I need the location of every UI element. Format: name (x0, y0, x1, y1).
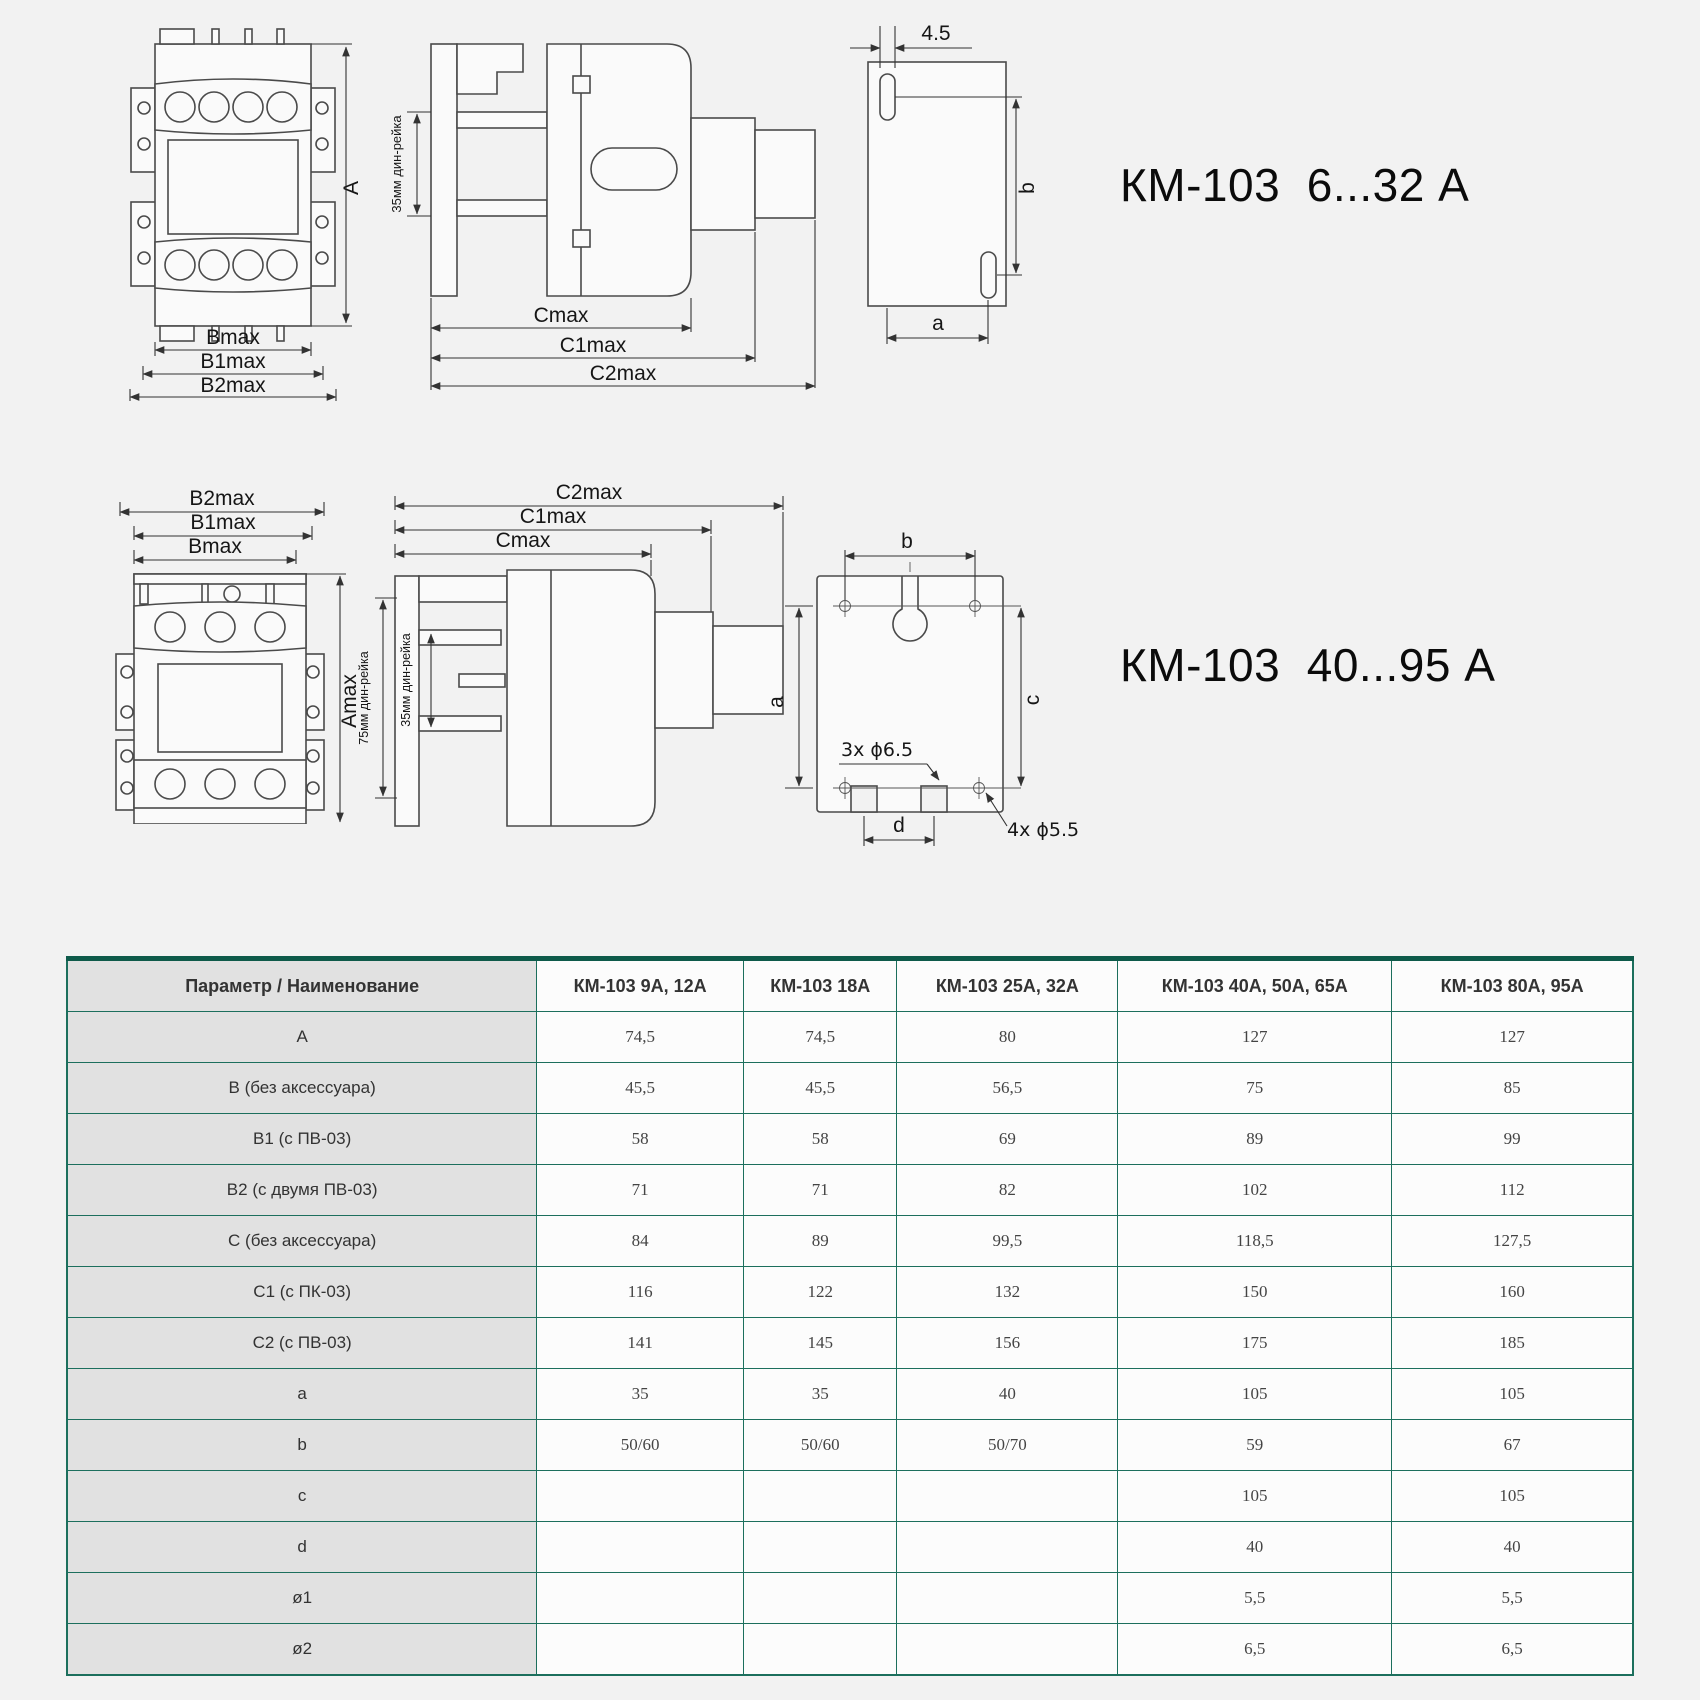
param-cell: B (без аксессуара) (67, 1063, 537, 1114)
rear-plate-body (868, 62, 1006, 306)
param-cell: a (67, 1369, 537, 1420)
value-cell: 5,5 (1392, 1573, 1633, 1624)
value-cell: 5,5 (1118, 1573, 1392, 1624)
table-row (67, 1573, 1633, 1624)
dim-label-C2max: C2max (589, 362, 657, 385)
rear-view-6-32a (830, 10, 1045, 365)
param-cell: ø2 (67, 1624, 537, 1676)
value-cell: 50/70 (897, 1420, 1118, 1471)
dim-label-Cmax: Cmax (533, 304, 589, 327)
param-cell: A (67, 1012, 537, 1063)
table-row (67, 1165, 1633, 1216)
value-cell (897, 1522, 1118, 1573)
value-cell: 82 (897, 1165, 1118, 1216)
value-cell: 99,5 (897, 1216, 1118, 1267)
dim-label-B2max: B2max (200, 374, 266, 397)
value-cell (744, 1522, 897, 1573)
value-cell: 105 (1392, 1369, 1633, 1420)
value-cell: 118,5 (1118, 1216, 1392, 1267)
table-row (67, 1216, 1633, 1267)
value-cell: 45,5 (537, 1063, 744, 1114)
din-rail-label: 35мм дин-рейка (389, 115, 404, 213)
value-cell: 141 (537, 1318, 744, 1369)
contactor2-side-body (395, 570, 783, 826)
din-rail-35-label: 35мм дин-рейка (399, 633, 413, 727)
value-cell: 89 (744, 1216, 897, 1267)
dim-label-B2max: B2max (189, 487, 255, 510)
din-rail-75-label: 75мм дин-рейка (357, 651, 371, 745)
value-cell: 102 (1118, 1165, 1392, 1216)
table-row (67, 1624, 1633, 1676)
side-view-40-95a (355, 482, 790, 834)
side-view-6-32a (385, 30, 840, 395)
value-cell: 45,5 (744, 1063, 897, 1114)
dim-label-Bmax: Bmax (188, 535, 242, 558)
param-cell: d (67, 1522, 537, 1573)
value-cell: 40 (897, 1369, 1118, 1420)
value-cell: 160 (1392, 1267, 1633, 1318)
value-cell: 75 (1118, 1063, 1392, 1114)
value-cell: 71 (744, 1165, 897, 1216)
table-row (67, 1471, 1633, 1522)
dim-label-C2max: C2max (555, 482, 623, 504)
value-cell (537, 1624, 744, 1676)
table-row (67, 1114, 1633, 1165)
value-cell: 6,5 (1118, 1624, 1392, 1676)
holes-4x-label: 4x ϕ5.5 (1007, 819, 1080, 841)
header-km103-9-12: КМ-103 9А, 12А (537, 959, 744, 1012)
value-cell: 84 (537, 1216, 744, 1267)
value-cell: 89 (1118, 1114, 1392, 1165)
value-cell: 105 (1118, 1369, 1392, 1420)
value-cell (537, 1573, 744, 1624)
dim-label-b: b (1016, 182, 1039, 194)
section-title-6-32a: КМ-103 6...32 А (1120, 159, 1470, 211)
table-header-row (67, 959, 1633, 1012)
value-cell: 145 (744, 1318, 897, 1369)
header-km103-40-50-65: КМ-103 40А, 50А, 65А (1118, 959, 1392, 1012)
table-row (67, 1318, 1633, 1369)
dimension-table-body (67, 1012, 1633, 1676)
param-cell: C2 (с ПВ-03) (67, 1318, 537, 1369)
dim-label-B1max: B1max (190, 511, 256, 534)
header-parameter: Параметр / Наименование (67, 959, 537, 1012)
value-cell: 132 (897, 1267, 1118, 1318)
param-cell: C1 (с ПК-03) (67, 1267, 537, 1318)
dim-label-d: d (893, 814, 905, 837)
table-row (67, 1522, 1633, 1573)
dim-label-Cmax: Cmax (495, 529, 551, 552)
value-cell: 40 (1392, 1522, 1633, 1573)
dimensions-table (66, 956, 1634, 1676)
dim-label-a: a (765, 696, 788, 708)
param-cell: B1 (с ПВ-03) (67, 1114, 537, 1165)
value-cell: 74,5 (744, 1012, 897, 1063)
table-row (67, 1012, 1633, 1063)
param-cell: c (67, 1471, 537, 1522)
value-cell: 58 (744, 1114, 897, 1165)
dim-label-Amax: Amax (338, 674, 361, 728)
value-cell: 127 (1392, 1012, 1633, 1063)
value-cell (897, 1573, 1118, 1624)
value-cell (744, 1573, 897, 1624)
dim-label-C1max: C1max (519, 505, 587, 528)
header-km103-25-32: КМ-103 25А, 32А (897, 959, 1118, 1012)
dim-label-A: A (340, 180, 363, 196)
value-cell (744, 1624, 897, 1676)
dim-label-4-5: 4.5 (921, 22, 951, 45)
mounting-plate-view-40-95a (755, 514, 1090, 856)
value-cell: 185 (1392, 1318, 1633, 1369)
value-cell: 40 (1118, 1522, 1392, 1573)
value-cell: 85 (1392, 1063, 1633, 1114)
value-cell: 56,5 (897, 1063, 1118, 1114)
section-title-40-95a: КМ-103 40...95 А (1120, 639, 1496, 691)
holes-3x-label: 3x ϕ6.5 (841, 739, 914, 761)
dim-label-a: a (932, 312, 944, 335)
value-cell: 67 (1392, 1420, 1633, 1471)
value-cell: 127,5 (1392, 1216, 1633, 1267)
value-cell (744, 1471, 897, 1522)
table-row (67, 1369, 1633, 1420)
dim-label-b: b (901, 530, 913, 553)
front-view-40-95a (110, 486, 365, 824)
value-cell: 71 (537, 1165, 744, 1216)
dim-label-C1max: C1max (559, 334, 627, 357)
value-cell: 35 (744, 1369, 897, 1420)
value-cell: 105 (1392, 1471, 1633, 1522)
value-cell: 150 (1118, 1267, 1392, 1318)
value-cell: 112 (1392, 1165, 1633, 1216)
value-cell: 80 (897, 1012, 1118, 1063)
value-cell: 74,5 (537, 1012, 744, 1063)
table-row (67, 1063, 1633, 1114)
value-cell: 122 (744, 1267, 897, 1318)
value-cell: 99 (1392, 1114, 1633, 1165)
value-cell: 69 (897, 1114, 1118, 1165)
contactor-side-body (431, 44, 815, 296)
value-cell: 175 (1118, 1318, 1392, 1369)
front-view-6-32a (108, 16, 364, 401)
value-cell: 127 (1118, 1012, 1392, 1063)
header-km103-80-95: КМ-103 80А, 95А (1392, 959, 1633, 1012)
dim-label-Bmax: Bmax (206, 326, 260, 349)
dim-label-B1max: B1max (200, 350, 266, 373)
value-cell: 156 (897, 1318, 1118, 1369)
value-cell (897, 1624, 1118, 1676)
param-cell: C (без аксессуара) (67, 1216, 537, 1267)
table-row (67, 1420, 1633, 1471)
value-cell (537, 1471, 744, 1522)
value-cell: 50/60 (744, 1420, 897, 1471)
param-cell: ø1 (67, 1573, 537, 1624)
value-cell: 59 (1118, 1420, 1392, 1471)
value-cell: 35 (537, 1369, 744, 1420)
table-row (67, 1267, 1633, 1318)
param-cell: b (67, 1420, 537, 1471)
contactor2-front-body (116, 574, 324, 824)
value-cell: 6,5 (1392, 1624, 1633, 1676)
param-cell: B2 (с двумя ПВ-03) (67, 1165, 537, 1216)
value-cell: 58 (537, 1114, 744, 1165)
value-cell (897, 1471, 1118, 1522)
header-km103-18: КМ-103 18А (744, 959, 897, 1012)
value-cell: 50/60 (537, 1420, 744, 1471)
value-cell: 105 (1118, 1471, 1392, 1522)
contactor-front-body (131, 29, 335, 341)
dim-label-c: c (1021, 694, 1044, 706)
value-cell (537, 1522, 744, 1573)
value-cell: 116 (537, 1267, 744, 1318)
